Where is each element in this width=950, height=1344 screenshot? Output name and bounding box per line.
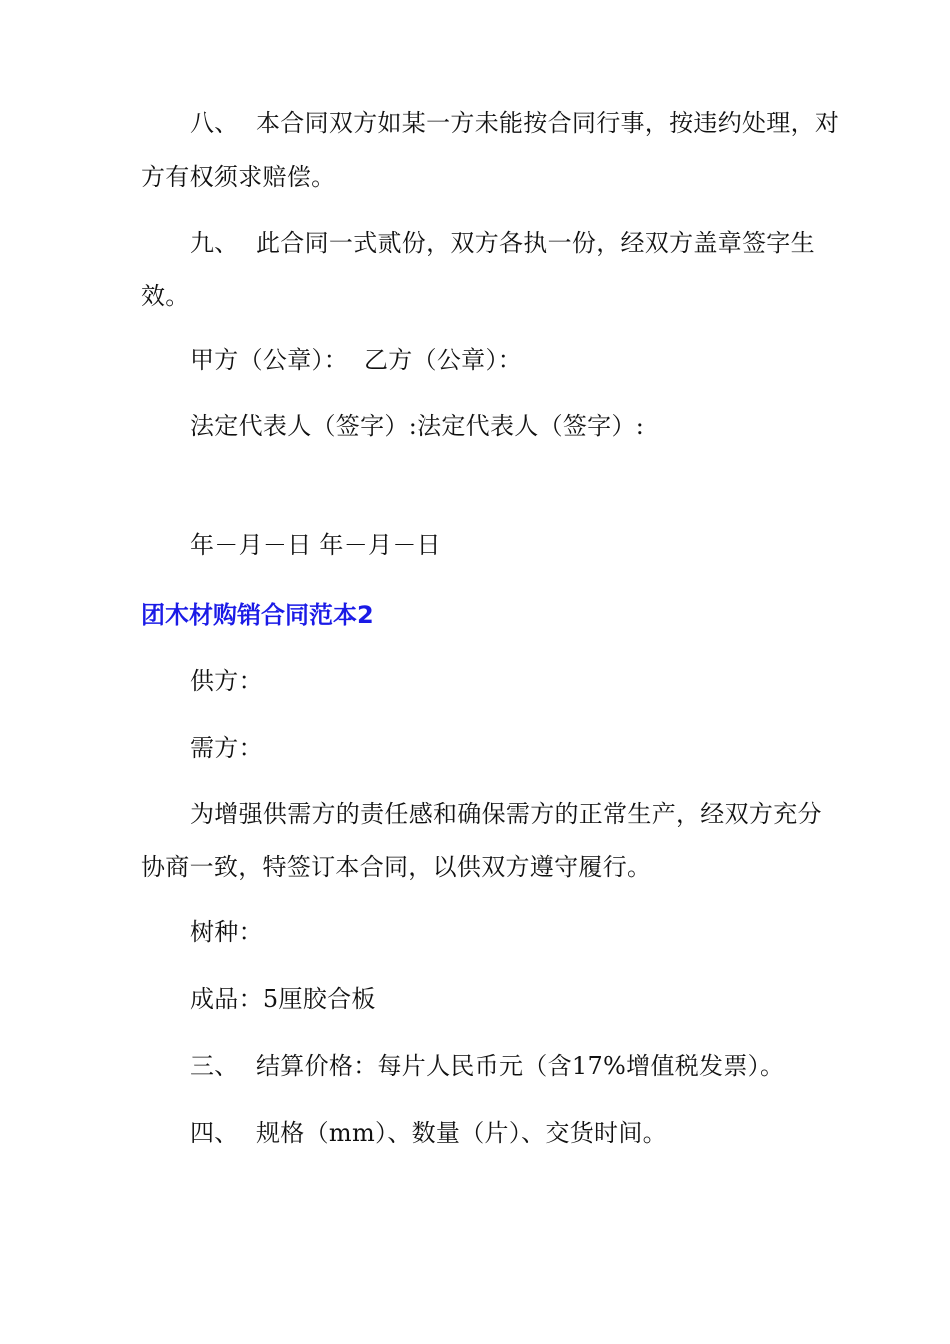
date-line: 年－月－日 年－月－日 [190,531,441,559]
clause-3-number: 三、 [190,1052,239,1080]
clause-4-line [190,1118,667,1148]
clause-9-line-1 [190,228,815,258]
buyer-line: 需方： [190,734,263,762]
supplier-line: 供方： [190,667,263,695]
clause-8-text: 本合同双方如某一方未能按合同行事，按违约处理，对 [256,109,840,137]
product-line: 成品：5厘胶合板 [190,985,376,1013]
clause-4-number: 四、 [190,1119,239,1147]
intro-line-2: 协商一致，特签订本合同，以供双方遵守履行。 [141,853,652,881]
representatives-sign-line: 法定代表人（签字）:法定代表人（签字）: [190,412,645,440]
clause-9-text: 此合同一式贰份，双方各执一份，经双方盖章签字生 [256,229,815,257]
clause-8-line-2: 方有权须求赔偿。 [141,163,336,191]
intro-line-1: 为增强供需方的责任感和确保需方的正常生产，经双方充分 [190,800,822,828]
clause-8-number: 八、 [190,109,239,137]
parties-seal-line: 甲方（公章）： 乙方（公章）： [190,346,523,374]
species-line: 树种： [190,918,263,946]
clause-4-text: 规格（mm）、数量（片）、交货时间。 [256,1119,667,1147]
clause-9-line-2: 效。 [141,282,190,310]
clause-3-line [190,1051,784,1081]
clause-3-text: 结算价格：每片人民币元（含17%增值税发票）。 [256,1052,785,1080]
clause-8-line-1 [190,108,839,138]
section-title: 团木材购销合同范本2 [141,601,374,629]
clause-9-number: 九、 [190,229,239,257]
